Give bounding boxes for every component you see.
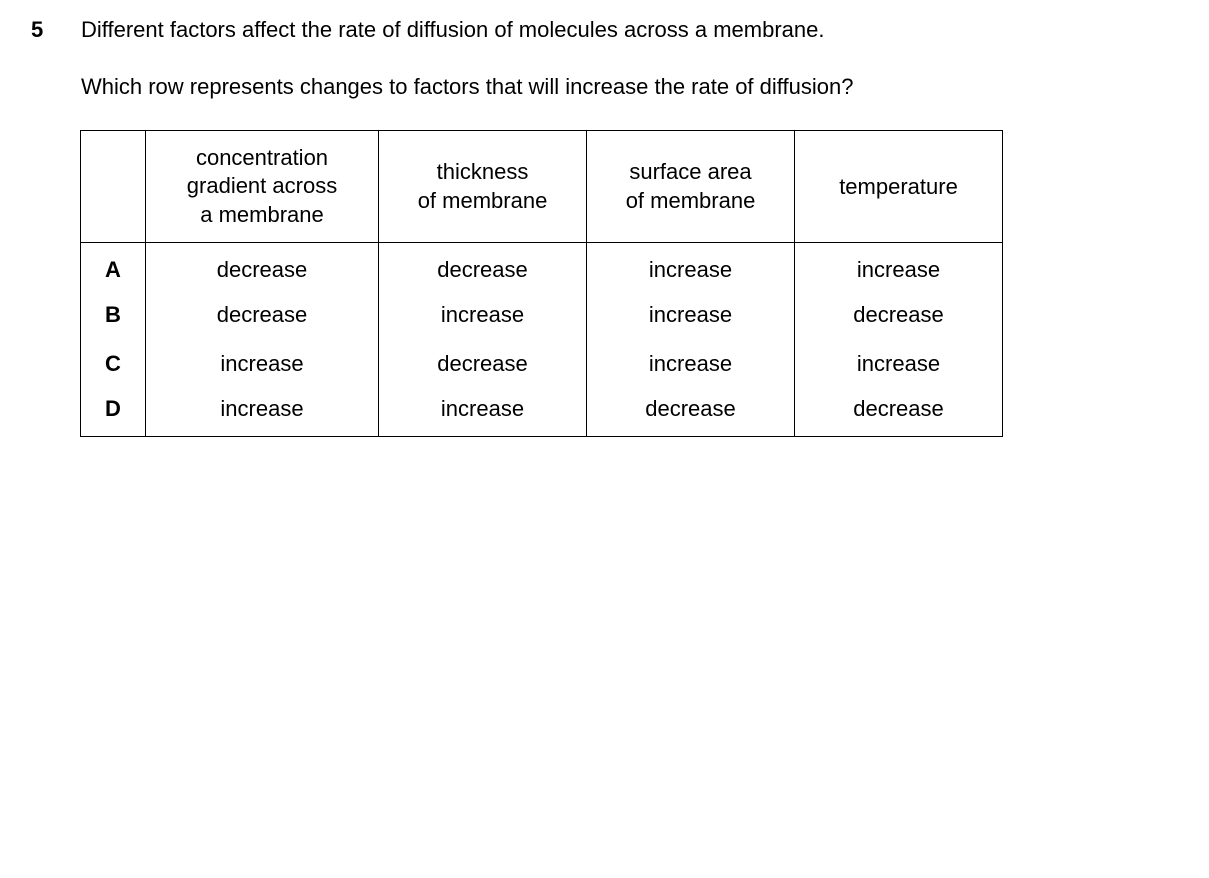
cell-thickness: increase (379, 291, 587, 340)
header-thickness-line: of membrane (417, 187, 548, 213)
row-letter: B (81, 291, 146, 340)
cell-temperature: decrease (795, 388, 1003, 437)
cell-concentration: decrease (146, 291, 379, 340)
row-letter: A (81, 243, 146, 292)
cell-temperature: increase (795, 243, 1003, 292)
row-letter: C (81, 340, 146, 389)
table-row (81, 291, 1003, 340)
question-stem: Different factors affect the rate of diffusion of molecules across a membrane. (81, 17, 825, 42)
header-surface-area (587, 131, 795, 243)
cell-temperature: increase (795, 340, 1003, 389)
header-temperature: temperature (795, 131, 1003, 243)
cell-thickness: increase (379, 388, 587, 437)
header-concentration-line: a membrane (200, 201, 324, 227)
cell-concentration: increase (146, 388, 379, 437)
header-thickness-line: thickness (436, 159, 529, 184)
cell-surface-area: increase (587, 291, 795, 340)
header-letter-cell (81, 131, 146, 243)
table-row (81, 340, 1003, 389)
table-row (81, 243, 1003, 292)
row-letter: D (81, 388, 146, 437)
question-number: 5 (31, 17, 44, 42)
cell-concentration: increase (146, 340, 379, 389)
cell-surface-area: decrease (587, 388, 795, 437)
options-table (80, 130, 1003, 437)
header-concentration-line: gradient across (186, 173, 338, 199)
cell-thickness: decrease (379, 243, 587, 292)
cell-thickness: decrease (379, 340, 587, 389)
header-surface-area-line: surface area (629, 159, 752, 184)
header-row (81, 131, 1003, 243)
cell-temperature: decrease (795, 291, 1003, 340)
table-row (81, 388, 1003, 437)
question-prompt: Which row represents changes to factors that will increase the rate of diffusion? (81, 74, 854, 99)
cell-surface-area: increase (587, 243, 795, 292)
header-concentration-line: concentration (195, 144, 329, 170)
header-concentration-gradient (146, 131, 379, 243)
cell-surface-area: increase (587, 340, 795, 389)
cell-concentration: decrease (146, 243, 379, 292)
header-thickness (379, 131, 587, 243)
header-surface-area-line: of membrane (625, 187, 756, 213)
